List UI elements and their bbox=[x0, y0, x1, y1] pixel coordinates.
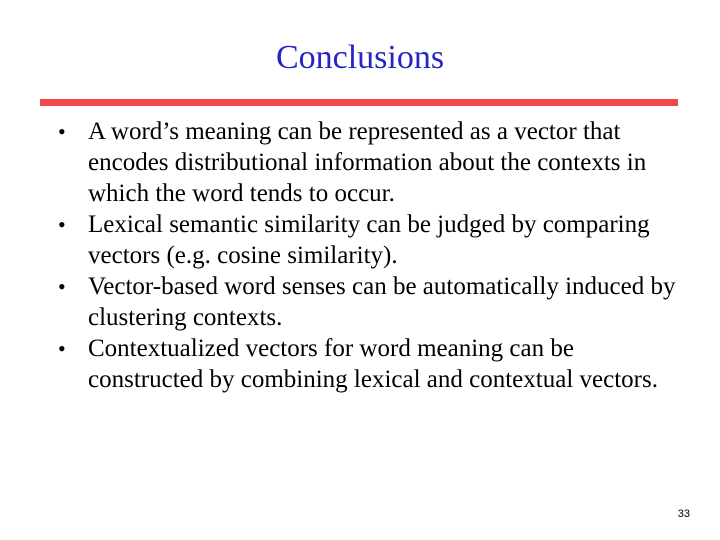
bullet-icon: • bbox=[58, 119, 66, 144]
bullet-icon: • bbox=[58, 336, 66, 361]
bullet-item-3 bbox=[58, 271, 678, 333]
bullet-item-2 bbox=[58, 209, 678, 271]
bullet-icon: • bbox=[58, 212, 66, 237]
bullet-text: A word’s meaning can be represented as a vector that encodes distributional information about the contexts in which the word tends to occur. bbox=[88, 118, 647, 207]
bullet-item-4 bbox=[58, 333, 678, 395]
title-divider bbox=[40, 99, 678, 106]
bullet-icon: • bbox=[58, 274, 66, 299]
bullet-list bbox=[58, 116, 678, 395]
bullet-text: Vector-based word senses can be automatically induced by clustering contexts. bbox=[88, 273, 676, 331]
bullet-item-1 bbox=[58, 116, 678, 209]
slide-title: Conclusions bbox=[275, 39, 445, 76]
page-number: 33 bbox=[677, 508, 690, 520]
bullet-text: Lexical semantic similarity can be judged by comparing vectors (e.g. cosine similarity). bbox=[88, 211, 650, 269]
bullet-text: Contextualized vectors for word meaning can be constructed by combining lexical and contextual vectors. bbox=[88, 335, 658, 393]
